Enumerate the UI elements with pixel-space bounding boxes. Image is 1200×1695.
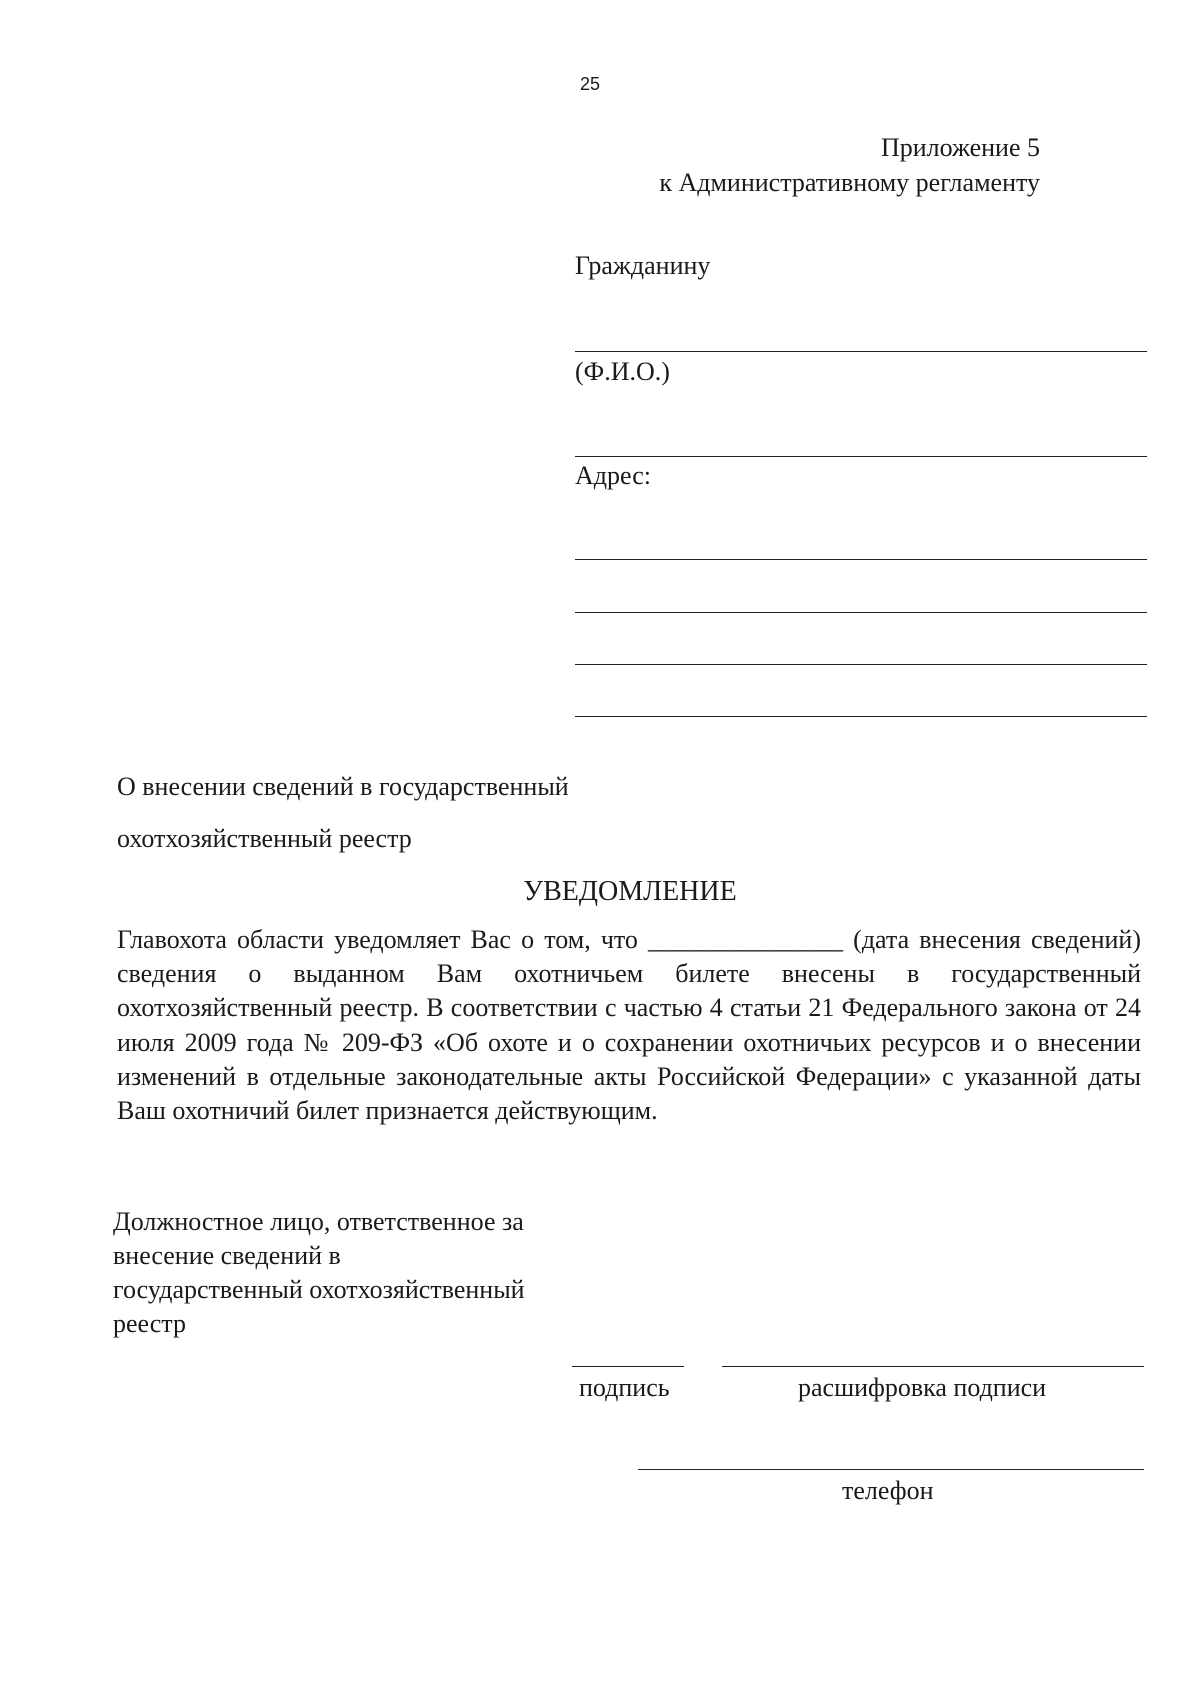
appendix-line-2: к Административному регламенту [659, 168, 1040, 197]
official-line-1: Должностное лицо, ответственное за [113, 1207, 524, 1236]
decoding-line [722, 1366, 1144, 1367]
phone-caption: телефон [842, 1476, 934, 1505]
address-line-4 [575, 716, 1147, 717]
address-line-2 [575, 612, 1147, 613]
official-line-4: реестр [113, 1309, 186, 1338]
appendix-line-1: Приложение 5 [880, 133, 1040, 162]
document-title: УВЕДОМЛЕНИЕ [523, 876, 737, 907]
official-block [113, 1205, 593, 1341]
address-label: Адрес: [575, 461, 651, 490]
signature-line [572, 1366, 684, 1367]
address-line-3 [575, 664, 1147, 665]
official-line-3: государственный охотхозяйственный [113, 1275, 525, 1304]
phone-line [638, 1469, 1144, 1470]
signature-caption: подпись [579, 1373, 670, 1402]
appendix-header [659, 130, 1040, 200]
official-line-2: внесение сведений в [113, 1241, 341, 1270]
fio-second-line [575, 456, 1147, 457]
fio-label: (Ф.И.О.) [575, 357, 670, 386]
subject-line-2: охотхозяйственный реестр [117, 824, 412, 853]
decoding-caption: расшифровка подписи [798, 1373, 1047, 1402]
address-line-1 [575, 559, 1147, 560]
notification-body [117, 923, 1141, 1128]
subject-line-1: О внесении сведений в государственный [117, 772, 569, 801]
date-blank: _______________ [648, 925, 844, 954]
body-part-1: Главохота области уведомляет Вас о том, что [117, 925, 638, 954]
body-part-2: (дата внесения сведений) сведения о выданном Вам охотничьем билете внесены в государственный охотхозяйственный реестр. В соответствии с частью 4 статьи 21 Федерального закона от 24 июля 2009 года № 209-ФЗ «Об охоте и о сохранении охотничьих ресурсов и о внесении изменений в отдельные законодательные акты Российской Федерации» с указанной даты Ваш охотничий билет признается действующим. [117, 925, 1141, 1126]
recipient-label: Гражданину [575, 251, 711, 280]
fio-input-line [575, 351, 1147, 352]
page-number: 25 [580, 74, 601, 94]
